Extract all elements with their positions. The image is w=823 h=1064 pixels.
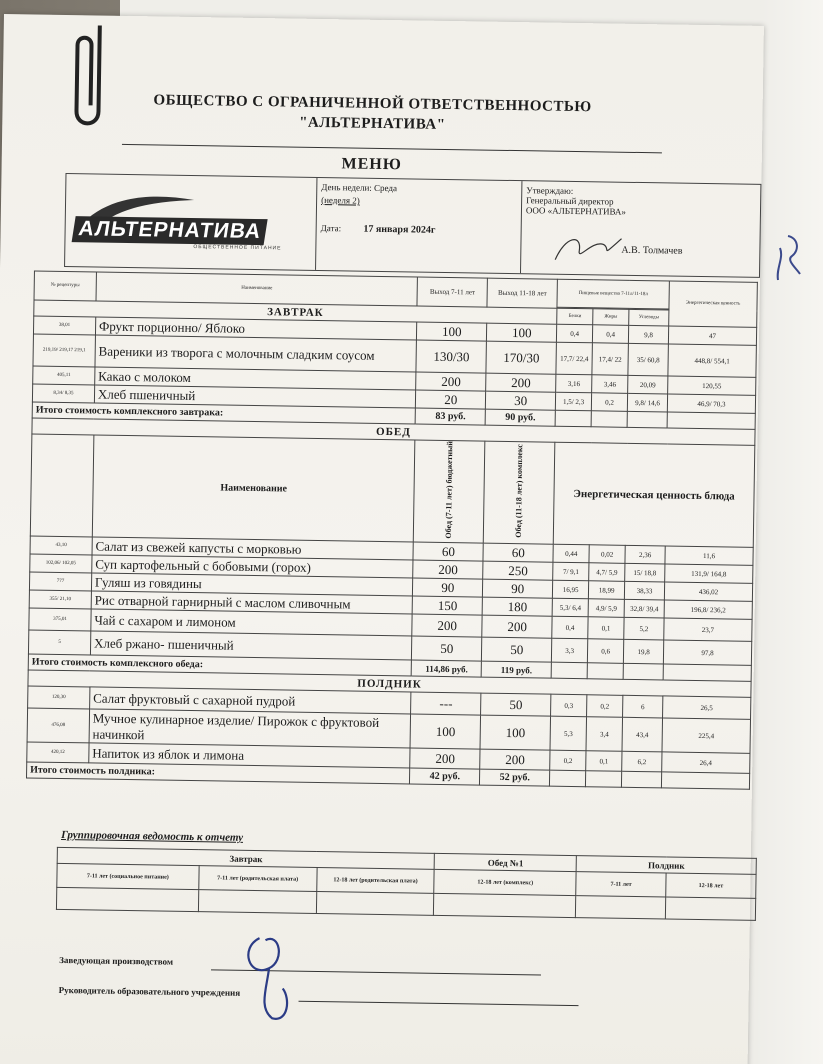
date-value: 17 января 2024г xyxy=(363,223,436,236)
energy-value: 196,8/ 236,2 xyxy=(664,600,752,619)
portion-1118: 50 xyxy=(481,694,551,717)
recipe-code: 5 xyxy=(28,630,90,655)
carbs-value: 5,2 xyxy=(624,618,664,641)
protein-value: 3,3 xyxy=(552,639,588,664)
grouping-breakfast: Завтрак xyxy=(57,847,435,869)
fat-value: 0,1 xyxy=(586,751,622,772)
portion-711: 130/30 xyxy=(416,340,486,373)
lunch-energy-header: Энергетическая ценность блюда xyxy=(553,442,754,548)
portion-711: 100 xyxy=(417,322,487,341)
recipe-code: 120,30 xyxy=(28,686,90,709)
portion-1118: 170/30 xyxy=(486,341,556,374)
company-name: ООО «АЛЬТЕРНАТИВА» xyxy=(525,205,627,217)
carbs-value: 9,8 xyxy=(628,325,668,344)
snack-total-label: Итого стоимость полдника: xyxy=(26,762,410,784)
recipe-code: 219,19/ 219,17 219,1 xyxy=(33,334,95,367)
lunch-1118-header: Обед (11-18 лет) комплекс xyxy=(514,444,525,538)
snack-title: ПОЛДНИК xyxy=(28,670,751,697)
head-signature-line xyxy=(299,1001,579,1006)
menu-document xyxy=(0,14,764,1064)
lunch-total-1118: 119 руб. xyxy=(481,662,551,679)
energy-value: 26,4 xyxy=(662,752,750,773)
lunch-total-label: Итого стоимость комплексного обеда: xyxy=(28,654,412,676)
carbs-value: 15/ 18,8 xyxy=(625,564,665,583)
snack-total-711: 42 руб. xyxy=(410,768,480,785)
protein-value: 0,3 xyxy=(551,695,587,718)
portion-1118: 100 xyxy=(480,716,550,751)
organization-name xyxy=(62,89,683,139)
grouping-value-cell xyxy=(576,896,666,919)
name-header: Наименование xyxy=(96,272,418,306)
date-block xyxy=(316,178,522,273)
carbs-value: 2,36 xyxy=(625,546,665,565)
portion-1118: 30 xyxy=(486,391,556,410)
breakfast-title: ЗАВТРАК xyxy=(34,300,557,324)
energy-value: 436,02 xyxy=(664,582,752,601)
protein-value: 3,16 xyxy=(556,374,592,393)
carbs-value: 32,8/ 39,4 xyxy=(624,600,664,619)
protein-value: 1,5/ 2,3 xyxy=(556,392,592,411)
grouping-value-cell xyxy=(198,890,316,914)
breakfast-total-711: 83 руб. xyxy=(415,408,485,425)
portion-1118: 100 xyxy=(487,323,557,342)
carbs-value: 19,8 xyxy=(623,640,663,665)
energy-value: 46,9/ 70,3 xyxy=(667,394,755,413)
handwritten-signature xyxy=(228,918,320,1029)
protein-value: 0,4 xyxy=(557,324,593,343)
portion-711: 200 xyxy=(412,614,482,637)
energy-value: 120,55 xyxy=(668,376,756,395)
protein-value: 5,3/ 6,4 xyxy=(552,599,588,618)
portion-1118: 200 xyxy=(482,616,552,639)
fat-value: 3,46 xyxy=(592,375,628,394)
week-label: (неделя 2) xyxy=(321,195,360,206)
breakfast-total-1118: 90 руб. xyxy=(485,409,555,426)
protein-header: Белки xyxy=(557,308,593,325)
lunch-total-711: 114,86 руб. xyxy=(411,660,481,677)
director-signature xyxy=(551,230,632,267)
breakfast-total-label: Итого стоимость комплексного завтрака: xyxy=(32,402,416,424)
grouping-value-cell xyxy=(316,892,434,916)
org-line-2: "АЛЬТЕРНАТИВА" xyxy=(299,114,446,133)
dish-name: Гуляш из говядины xyxy=(91,573,413,596)
fat-value: 0,4 xyxy=(593,325,629,344)
portion-1118: 50 xyxy=(482,638,552,663)
carbs-value: 20,09 xyxy=(628,375,668,394)
carbs-value: 6 xyxy=(623,696,663,719)
lunch-header-row xyxy=(30,434,755,548)
recipe-code: 420,12 xyxy=(27,742,89,763)
fat-value: 0,2 xyxy=(587,695,623,718)
grouping-column-header: 7-11 лет (социальное питание) xyxy=(57,863,199,889)
carbs-value: 43,4 xyxy=(622,718,662,753)
recipe-code: 102,06/ 102,05 xyxy=(30,554,92,573)
portion-711: 50 xyxy=(412,636,482,661)
snack-rows xyxy=(27,686,751,773)
recipe-code: 8,34/ 8,35 xyxy=(32,384,94,403)
dish-name: Салат фруктовый с сахарной пудрой xyxy=(89,687,411,714)
recipe-code: 355/ 21,10 xyxy=(29,590,91,609)
snack-total-1118: 52 руб. xyxy=(480,770,550,787)
recipe-code: 375,01 xyxy=(29,608,91,631)
grouping-value-cell xyxy=(434,893,576,917)
grouping-column-header: 7-11 лет (родительская плата) xyxy=(199,866,317,892)
grouping-title: Группировочная ведомость к отчету xyxy=(61,828,244,844)
carbs-value: 35/ 60,8 xyxy=(628,343,668,376)
day-label: День недели: Среда xyxy=(321,182,398,194)
energy-value: 47 xyxy=(668,326,756,345)
protein-value: 0,4 xyxy=(552,617,588,640)
portion-711: 90 xyxy=(413,578,483,597)
energy-value: 131,9/ 164,8 xyxy=(665,564,753,583)
grouping-column-header: 12-18 лет (комплекс) xyxy=(434,869,576,895)
recipe-code: 43,10 xyxy=(30,536,92,555)
energy-value: 97,8 xyxy=(663,640,751,665)
portion-711: 100 xyxy=(410,714,480,749)
portion-711: 200 xyxy=(410,748,480,769)
dish-name: Какао с молоком xyxy=(95,367,417,390)
grouping-value-cell xyxy=(56,887,198,911)
menu-table xyxy=(26,271,758,791)
fat-header: Жиры xyxy=(593,309,629,326)
carbs-header: Углеводы xyxy=(629,309,669,326)
energy-value: 225,4 xyxy=(662,718,750,753)
portion-1118: 200 xyxy=(486,373,556,392)
date-line xyxy=(321,223,517,237)
energy-value: 11,6 xyxy=(665,546,753,565)
dish-name: Рис отварной гарнирный с маслом сливочным xyxy=(91,591,413,614)
carbs-value: 9,8/ 14,6 xyxy=(627,393,667,412)
portion-1118: 180 xyxy=(482,598,552,617)
output-1118-header: Выход 11-18 лет xyxy=(487,278,557,308)
portion-1118: 200 xyxy=(480,750,550,771)
approved-label: Утверждаю: xyxy=(526,185,574,196)
director-name: А.В. Толмачев xyxy=(621,244,683,257)
fat-value: 0,2 xyxy=(591,393,627,412)
energy-value: 23,7 xyxy=(664,618,752,641)
manager-signature-label: Заведующая производством xyxy=(59,954,174,967)
fat-value: 3,4 xyxy=(586,717,622,752)
grouping-column-header: 12-18 лет (родительская плата) xyxy=(316,868,434,894)
protein-value: 17,7/ 22,4 xyxy=(556,342,592,375)
dish-name: Чай с сахаром и лимоном xyxy=(91,609,413,636)
menu-title: МЕНЮ xyxy=(341,155,402,174)
org-line-1: ОБЩЕСТВО С ОГРАНИЧЕННОЙ ОТВЕТСТВЕННОСТЬЮ xyxy=(153,92,592,116)
lunch-rows xyxy=(28,536,753,665)
fat-value: 17,4/ 22 xyxy=(592,343,628,376)
recipe-code: 777 xyxy=(29,572,91,591)
protein-value: 5,3 xyxy=(550,717,586,752)
portion-711: 150 xyxy=(412,596,482,615)
grouping-column-header: 12-18 лет xyxy=(666,873,756,898)
lunch-name-header: Наименование xyxy=(92,435,415,543)
portion-1118: 250 xyxy=(483,562,553,581)
portion-711: 200 xyxy=(413,560,483,579)
protein-value: 0,44 xyxy=(553,545,589,564)
logo-subtitle: ОБЩЕСТВЕННОЕ ПИТАНИЕ xyxy=(193,244,282,252)
fat-value: 0,6 xyxy=(587,639,623,664)
dish-name: Суп картофельный с бобовыми (горох) xyxy=(92,555,414,578)
protein-value: 7/ 9,1 xyxy=(553,563,589,582)
grouping-snack: Полдник xyxy=(576,856,756,875)
carbs-value: 38,33 xyxy=(624,582,664,601)
fat-value: 0,1 xyxy=(588,617,624,640)
portion-1118: 60 xyxy=(483,544,553,563)
dish-name: Салат из свежей капусты с морковью xyxy=(92,537,414,560)
dish-name: Напиток из яблок и лимона xyxy=(89,743,411,768)
fat-value: 4,9/ 5,9 xyxy=(588,599,624,618)
fat-value: 4,7/ 5,9 xyxy=(589,563,625,582)
dish-name: Хлеб пшеничный xyxy=(94,385,416,408)
menu-header-block xyxy=(64,173,761,278)
divider xyxy=(122,144,662,153)
carbs-value: 6,2 xyxy=(622,752,662,773)
recipe-code: 476,08 xyxy=(27,708,89,743)
energy-header: Энергетическая ценность xyxy=(669,281,758,327)
logo-text: АЛЬТЕРНАТИВА xyxy=(72,216,269,245)
protein-value: 16,95 xyxy=(553,581,589,600)
grouping-table xyxy=(56,847,757,921)
portion-711: 60 xyxy=(413,542,483,561)
grouping-column-header: 7-11 лет xyxy=(576,872,666,897)
breakfast-rows xyxy=(32,316,756,413)
dish-name: Вареники из творога с молочным сладким соусом xyxy=(95,335,417,372)
portion-711: --- xyxy=(411,692,481,715)
fat-value: 18,99 xyxy=(589,581,625,600)
energy-value: 26,5 xyxy=(663,696,751,719)
energy-value: 448,8/ 554,1 xyxy=(668,344,756,377)
dish-name: Хлеб ржано- пшеничный xyxy=(90,631,412,660)
fat-value: 0,02 xyxy=(589,545,625,564)
head-signature-label: Руководитель образовательного учреждения xyxy=(58,984,241,998)
portion-711: 20 xyxy=(416,390,486,409)
dish-name: Фрукт порционно/ Яблоко xyxy=(95,317,417,340)
portion-1118: 90 xyxy=(483,580,553,599)
date-label: Дата: xyxy=(320,223,342,234)
recipe-header: № рецептуры xyxy=(34,271,96,301)
handwritten-mark xyxy=(770,228,810,288)
output-711-header: Выход 7-11 лет xyxy=(417,277,487,307)
lunch-title: ОБЕД xyxy=(32,418,755,445)
recipe-code: 38,01 xyxy=(33,316,95,335)
dish-name: Мучное кулинарное изделие/ Пирожок с фруктовой начинкой xyxy=(89,709,411,748)
company-logo xyxy=(65,174,317,270)
approval-block xyxy=(521,181,760,277)
portion-711: 200 xyxy=(416,372,486,391)
director-title: Генеральный директор xyxy=(526,195,614,207)
nutrients-header: Пищевые вещества 7-11л/11-18л xyxy=(557,279,669,309)
protein-value: 0,2 xyxy=(550,751,586,772)
lunch-711-header: Обед (7-11 лет) бюджетный xyxy=(444,440,455,539)
grouping-value-cell xyxy=(665,897,755,920)
recipe-code: 405,11 xyxy=(33,366,95,385)
grouping-lunch: Обед №1 xyxy=(435,853,577,871)
